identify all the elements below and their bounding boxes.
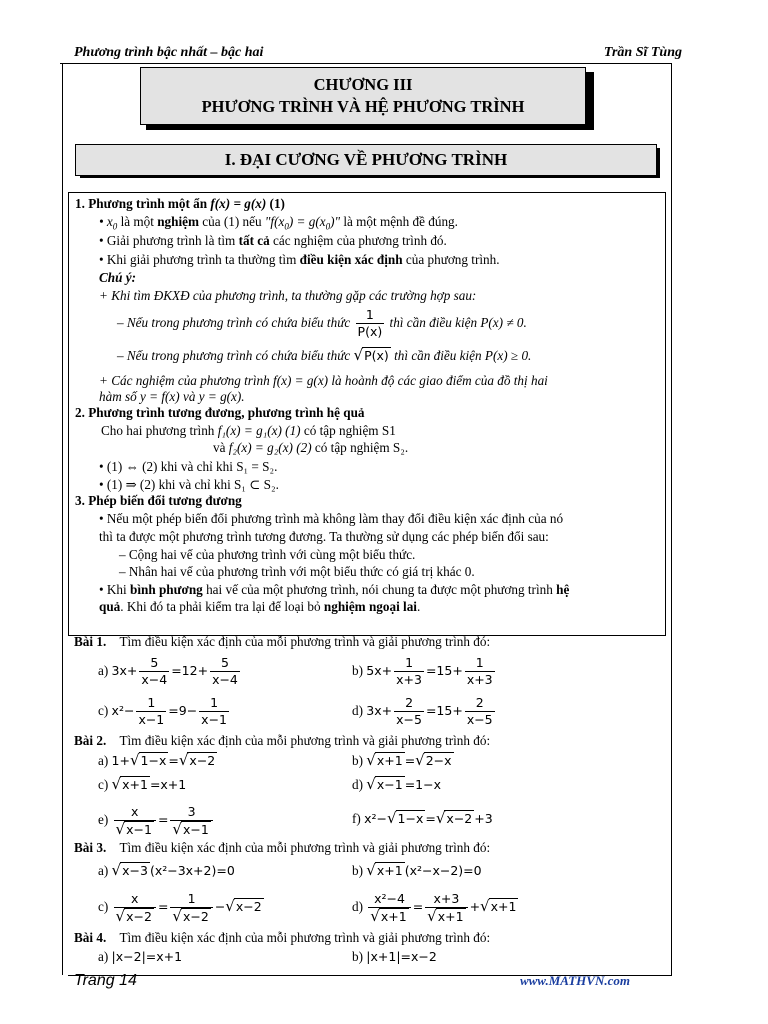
exercise-2-heading: Bài 2. Tìm điều kiện xác định của mỗi phương trình và giải phương trình đó:: [74, 733, 491, 748]
exercise-2b: b) √x+1 =√2−x: [352, 751, 452, 769]
transform-line-5: • Khi bình phương hai vế của một phương trình, nói chung ta được một phương trình hệ: [99, 582, 570, 597]
bullet-dkxd: • Khi giải phương trình ta thường tìm điều kiện xác định của phương trình.: [99, 252, 500, 267]
running-header-right: Trần Sĩ Tùng: [603, 45, 682, 60]
exercise-3-heading: Bài 3. Tìm điều kiện xác định của mỗi phương trình và giải phương trình đó:: [74, 840, 491, 855]
running-header-left: Phương trình bậc nhất – bậc hai: [74, 45, 264, 60]
exercise-2c: c) √x+1 =x+1: [98, 775, 187, 793]
exercise-1d: d) 3x+ $\frac{2}{x-5}$ =15+ $\frac{2}{x-5}$: [352, 695, 493, 727]
transform-line-6: quả. Khi đó ta phải kiểm tra lại để loại bỏ nghiệm ngoại lai.: [99, 599, 421, 614]
transform-line-1: • Nếu một phép biến đổi phương trình mà không làm thay đổi điều kiện xác định của nó: [99, 511, 564, 526]
note-heading: Chú ý:: [99, 270, 137, 285]
website-link[interactable]: www.MATHVN.com: [519, 973, 630, 988]
bullet-nghiem: • $x_0$ là một nghiệm của (1) nếu "$f(x_0) = g(x_0)$" là một mệnh đề đúng.: [99, 214, 458, 232]
note-line-5: hàm số y = f(x) và y = g(x).: [99, 389, 245, 404]
exercise-4b: b) |x+1|=x−2: [352, 949, 437, 964]
note-fraction-condition: – Nếu trong phương trình có chứa biểu thức $\frac{1}{P(x)}$ thì cần điều kiện P(x) ≠ 0.: [117, 307, 527, 340]
theory-heading-3: 3. Phép biến đổi tương đương: [75, 493, 242, 508]
exercise-3d: d) $\frac{\text{x²−4}}{√x+1}$ = $\frac{x+3}{√x+1}$ +√x+1: [352, 890, 517, 925]
exercise-2a: a) 1+√1−x =√x−2: [98, 751, 216, 769]
theory-box: [68, 192, 666, 636]
exercise-1a: a) 3x+ $\frac{5}{x-4}$ =12+ $\frac{5}{x-4}$: [98, 655, 238, 687]
bullet-giai-pt: • Giải phương trình là tìm tất cả các nghiệm của phương trình đó.: [99, 233, 447, 248]
chapter-title: PHƯƠNG TRÌNH VÀ HỆ PHƯƠNG TRÌNH: [201, 97, 525, 116]
section-title-box: I. ĐẠI CƯƠNG VỀ PHƯƠNG TRÌNH: [75, 144, 657, 176]
exercise-3b: b) √x+1 (x²−x−2)=0: [352, 861, 482, 879]
exercise-4-heading: Bài 4. Tìm điều kiện xác định của mỗi phương trình và giải phương trình đó:: [74, 930, 491, 945]
transform-line-2: thì ta được một phương trình tương đương. Ta thường sử dụng các phép biến đổi sau:: [99, 529, 549, 544]
transform-line-3: – Cộng hai vế của phương trình với cùng một biểu thức.: [119, 547, 416, 562]
exercise-3a: a) √x−3 (x²−3x+2)=0: [98, 861, 235, 879]
exercise-1-heading: Bài 1. Tìm điều kiện xác định của mỗi phương trình và giải phương trình đó:: [74, 634, 491, 649]
note-line-4: + Các nghiệm của phương trình f(x) = g(x) là hoành độ các giao điểm của đồ thị hai: [99, 373, 548, 388]
exercise-4a: a) |x−2|=x+1: [98, 949, 183, 964]
chapter-number: CHƯƠNG III: [313, 75, 413, 94]
exercise-1b: b) 5x+ $\frac{1}{x+3}$ =15+ $\frac{1}{x+3}$: [352, 655, 493, 687]
exercise-2f: f) x²−√1−x =√x−2 +3: [352, 809, 493, 827]
page-number: Trang 14: [74, 972, 137, 989]
exercise-3c: c) $\frac{x}{√x-2}$ = $\frac{1}{√x-2}$ −√x−2: [98, 890, 262, 925]
chapter-title-box: [140, 67, 586, 125]
equiv-line-2: và f₂(x) = g₂(x) (2) có tập nghiệm S₂.: [213, 440, 409, 455]
equiv-line-4: • (1) ⇒ (2) khi và chỉ khi S₁ ⊂ S₂.: [99, 477, 279, 492]
exercise-2d: d) √x−1 =1−x: [352, 775, 441, 793]
note-sqrt-condition: – Nếu trong phương trình có chứa biểu thức √P(x) thì cần điều kiện P(x) ≥ 0.: [117, 346, 532, 364]
theory-heading-1: 1. Phương trình một ẩn f(x) = g(x) (1): [75, 196, 285, 211]
equiv-line-1: Cho hai phương trình f₁(x) = g₁(x) (1) có tập nghiệm S1: [101, 423, 396, 438]
note-line-1: + Khi tìm ĐKXĐ của phương trình, ta thường gặp các trường hợp sau:: [99, 288, 477, 303]
theory-heading-2: 2. Phương trình tương đương, phương trình hệ quả: [75, 405, 365, 420]
transform-line-4: – Nhân hai vế của phương trình với một biểu thức có giá trị khác 0.: [119, 564, 475, 579]
exercise-2e: e) $\frac{x}{√x-1}$ = $\frac{3}{√x-1}$: [98, 802, 215, 838]
equiv-line-3: • (1) ⇔ (2) khi và chỉ khi S₁ = S₂.: [99, 459, 278, 474]
exercise-1c: c) x²− $\frac{1}{x-1}$ =9− $\frac{1}{x-1}$: [98, 695, 227, 727]
